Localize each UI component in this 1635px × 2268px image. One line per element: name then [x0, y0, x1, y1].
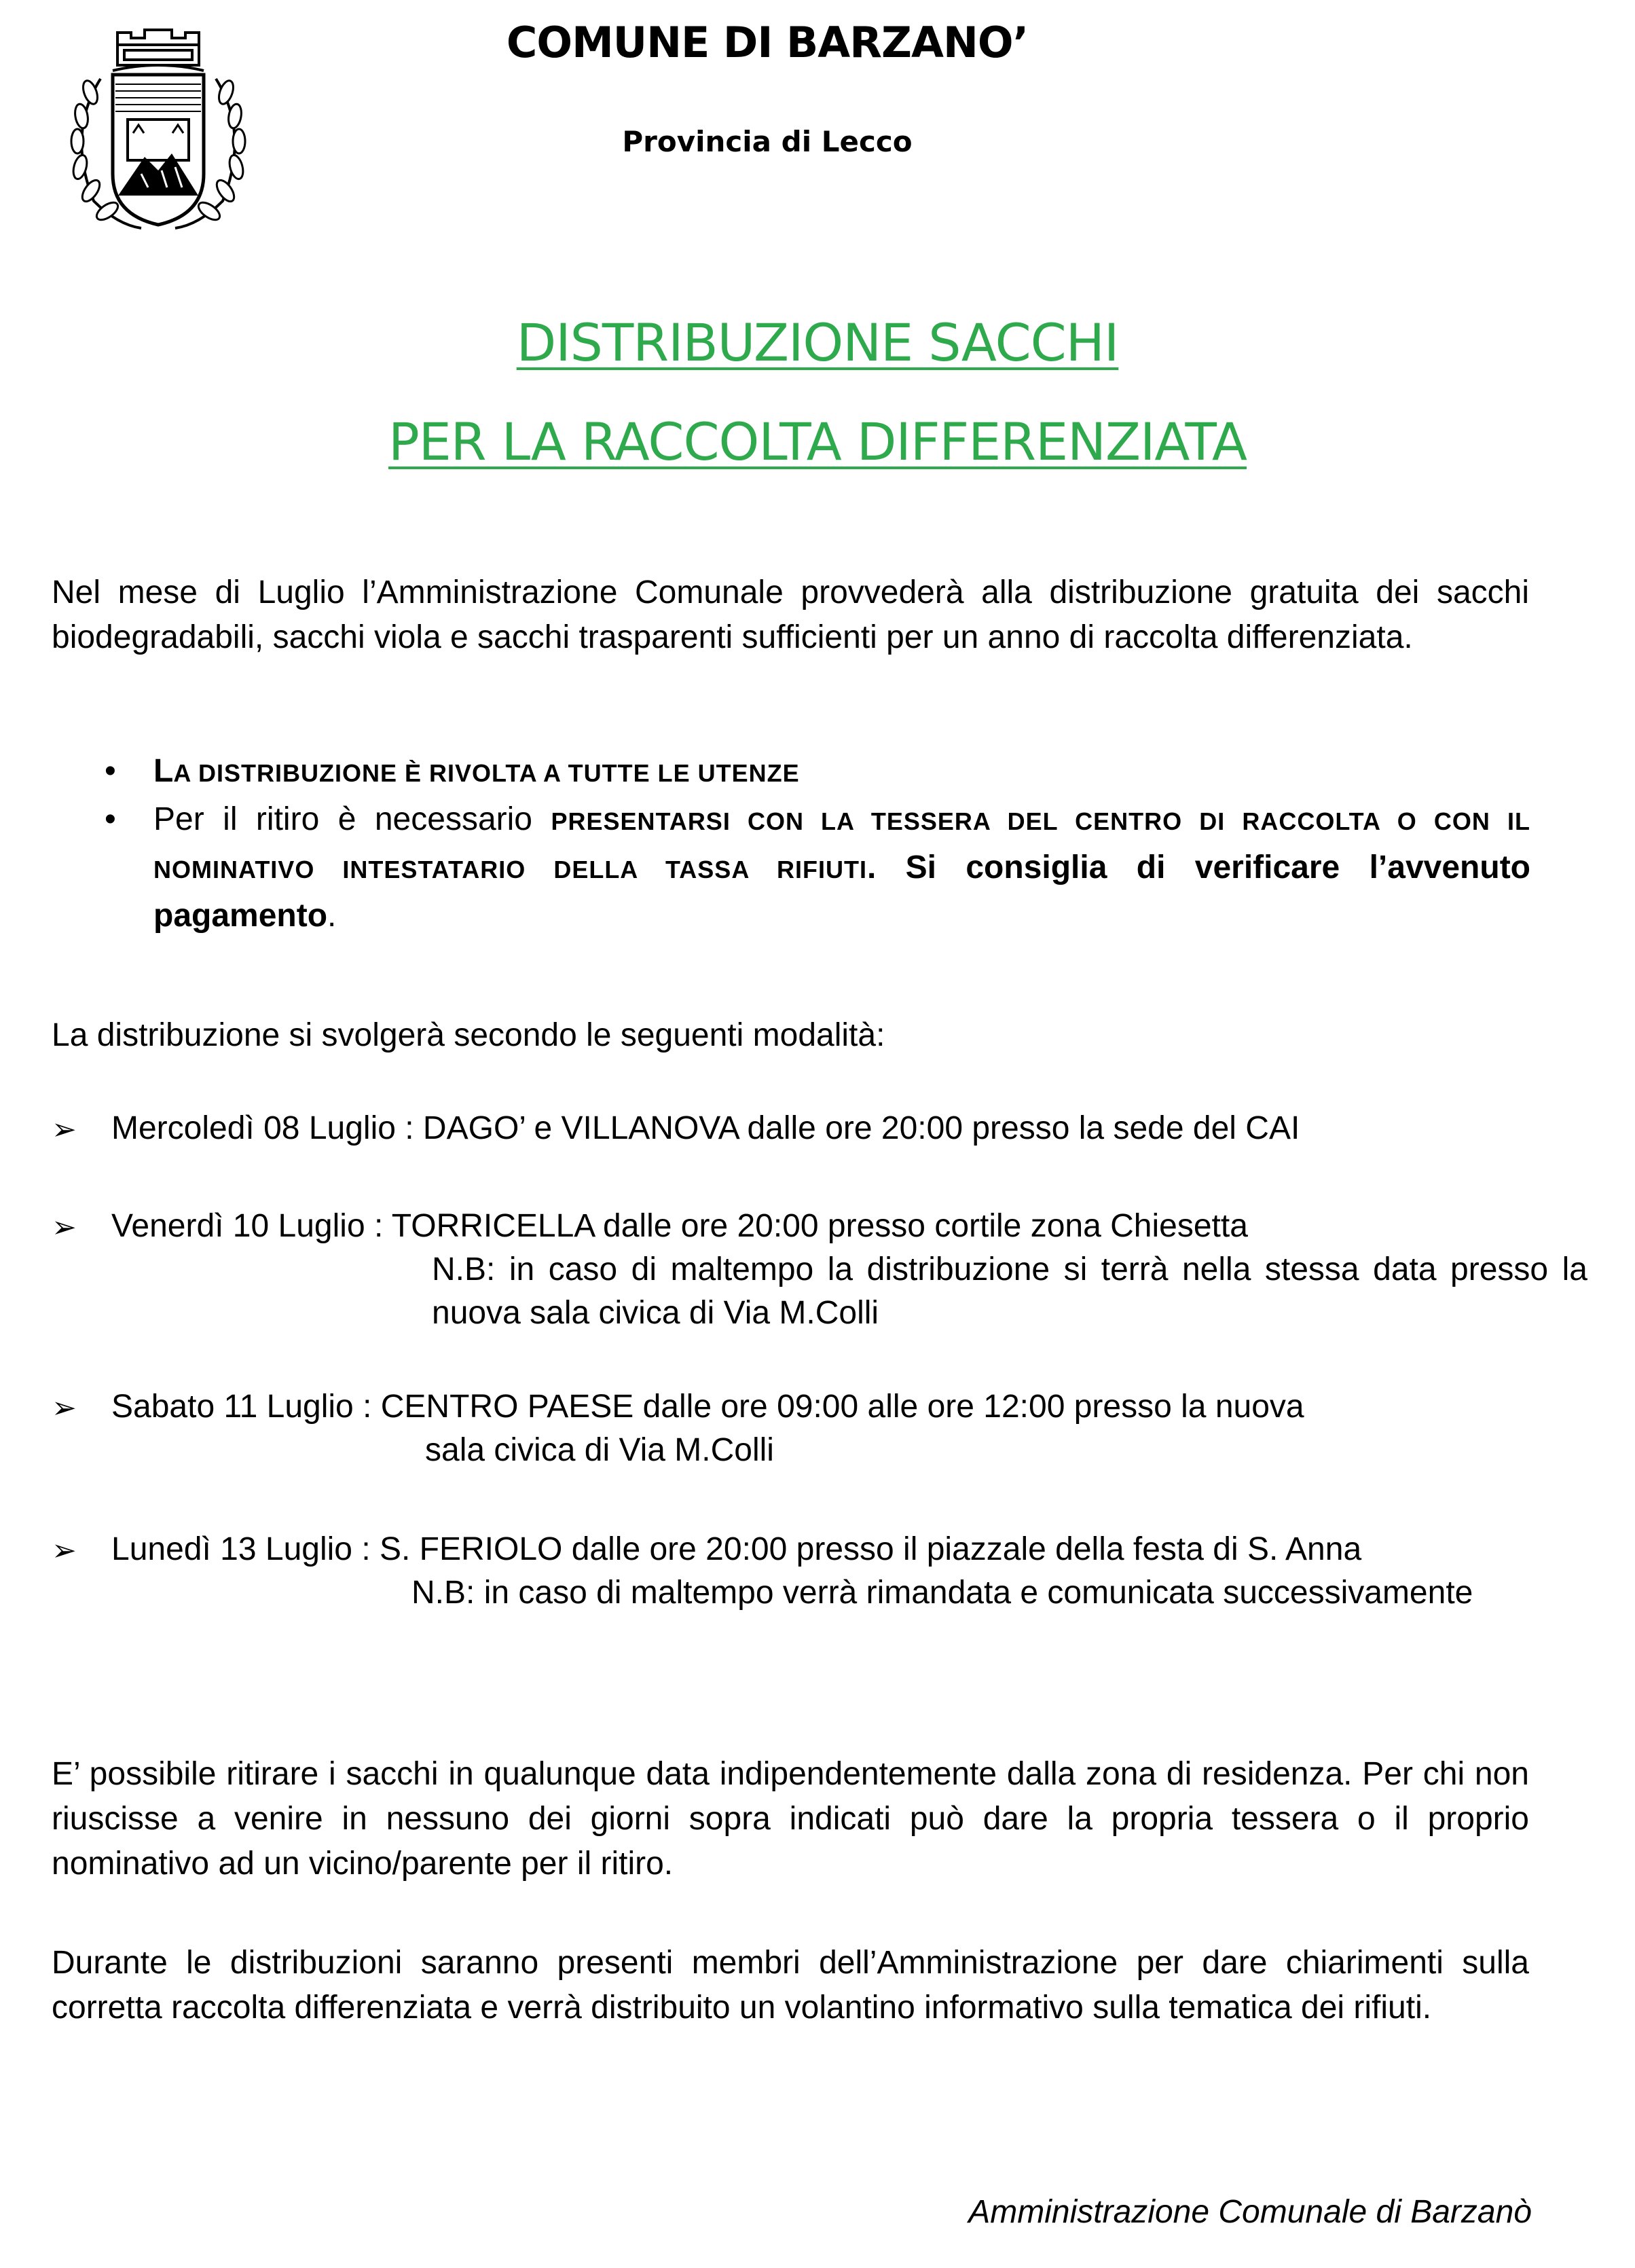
bullet-icon: •	[105, 801, 116, 837]
bullet-icon: •	[105, 753, 116, 789]
bullet-item-ritiro: • Per il ritiro è necessario PRESENTARSI CON LA TESSERA DEL CENTRO DI RACCOLTA O CON IL NOMINATIVO INTESTATARIO DELLA TASSA RIFIUTI. Si consiglia di verificare l’avvenuto pagamento.	[105, 797, 1530, 939]
schedule-line: Lunedì 13 Luglio : S. FERIOLO dalle ore 20:00 presso il piazzale della festa di S. Anna	[111, 1531, 1362, 1567]
arrow-bullet-icon: ➢	[52, 1211, 77, 1244]
schedule-line: Sabato 11 Luglio : CENTRO PAESE dalle ore 09:00 alle ore 12:00 presso la nuova	[111, 1389, 1304, 1425]
signature: Amministrazione Comunale di Barzanò	[968, 2194, 1532, 2230]
headline-line-2: PER LA RACCOLTA DIFFERENZIATA	[388, 411, 1247, 472]
comune-title: COMUNE DI BARZANO’	[506, 18, 1029, 67]
schedule-note: sala civica di Via M.Colli	[425, 1432, 774, 1468]
provincia-subtitle: Provincia di Lecco	[622, 125, 913, 158]
modalita-text: La distribuzione si svolgerà secondo le seguenti modalità:	[52, 1017, 885, 1053]
possibile-paragraph: E’ possibile ritirare i sacchi in qualunque data indipendentemente dalla zona di residenza. Per chi non riuscisse a venire in nessuno dei giorni sopra indicati può dare la propria tessera o il proprio nominativo ad un vicino/parente per il ritiro.	[52, 1756, 1529, 1882]
schedule-note: N.B: in caso di maltempo la distribuzione si terrà nella stessa data presso la nuova sala civica di Via M.Colli	[432, 1251, 1587, 1331]
arrow-bullet-icon: ➢	[52, 1534, 77, 1567]
durante-paragraph: Durante le distribuzioni saranno presenti membri dell’Amministrazione per dare chiarimenti sulla corretta raccolta differenziata e verrà distribuito un volantino informativo sulla tematica dei rifiuti.	[52, 1945, 1529, 2026]
arrow-bullet-icon: ➢	[52, 1391, 77, 1425]
bullet-item-utenze: • LA DISTRIBUZIONE È RIVOLTA A TUTTE LE UTENZE	[105, 748, 1530, 797]
arrow-bullet-icon: ➢	[52, 1113, 77, 1146]
schedule-line: Venerdì 10 Luglio : TORRICELLA dalle ore 20:00 presso cortile zona Chiesetta	[111, 1208, 1248, 1244]
coat-of-arms-icon	[53, 18, 263, 242]
schedule-line: Mercoledì 08 Luglio : DAGO’ e VILLANOVA dalle ore 20:00 presso la sede del CAI	[111, 1110, 1300, 1146]
intro-paragraph: Nel mese di Luglio l’Amministrazione Comunale provvederà alla distribuzione gratuita dei sacchi biodegradabili, sacchi viola e sacchi trasparenti sufficienti per un anno di raccolta differenziata.	[52, 574, 1529, 655]
headline-line-1: DISTRIBUZIONE SACCHI	[516, 312, 1119, 373]
info-bullet-list	[105, 748, 1530, 939]
schedule-note: N.B: in caso di maltempo verrà rimandata e comunicata successivamente	[411, 1575, 1473, 1611]
